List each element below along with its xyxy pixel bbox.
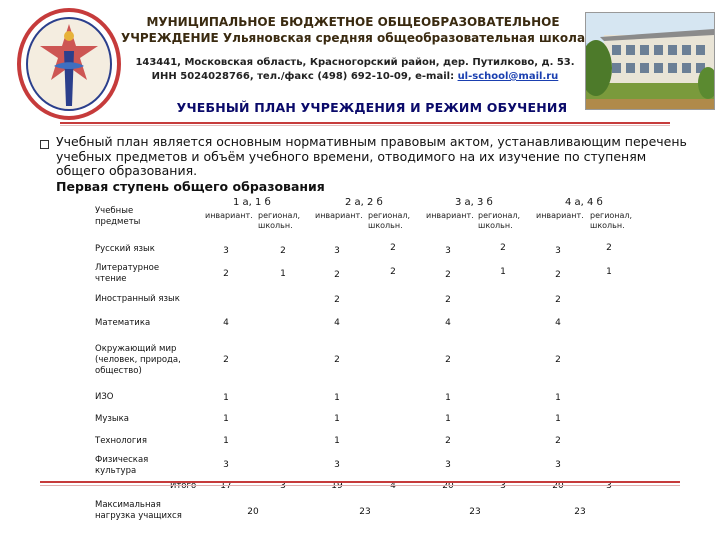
cell: 2 <box>445 270 451 280</box>
cell: 1 <box>500 267 506 277</box>
cell: 1 <box>280 269 286 279</box>
subject-foreign-language: Иностранный язык <box>95 294 180 304</box>
org-line-1: МУНИЦИПАЛЬНОЕ БЮДЖЕТНОЕ ОБЩЕОБРАЗОВАТЕЛЬНОЕ <box>146 15 560 29</box>
subject-technology: Технология <box>95 436 147 446</box>
total-cell: 19 <box>331 481 343 491</box>
school-logo <box>14 6 124 122</box>
total-cell: 3 <box>500 481 506 491</box>
cell: 1 <box>445 414 451 424</box>
cell: 2 <box>223 269 229 279</box>
divider-line <box>60 122 670 124</box>
cell: 2 <box>390 243 396 253</box>
grade-header-2: 2 а, 2 б <box>345 197 383 208</box>
footer-divider-line-shadow <box>40 485 680 486</box>
cell: 3 <box>334 246 340 256</box>
subheader-regional: регионал, школьн. <box>478 211 521 230</box>
stage-title: Первая ступень общего образования <box>56 179 325 194</box>
plan-title: УЧЕБНЫЙ ПЛАН УЧРЕЖДЕНИЯ И РЕЖИМ ОБУЧЕНИЯ <box>176 100 568 115</box>
contacts-line <box>130 70 580 84</box>
subject-literature: Литературное чтение <box>95 263 160 284</box>
subheader-regional: регионал, школьн. <box>590 211 633 230</box>
cell: 4 <box>223 318 229 328</box>
intro-paragraph: Учебный план является основным нормативным правовым актом, устанавливающим перечень учебных предметов и объём учебного времени, отводимого на их изучение по ступеням общего образования. <box>56 134 687 178</box>
max-load-cell: 23 <box>574 507 586 517</box>
max-load-label: Максимальная нагрузка учащихся <box>95 500 182 521</box>
subject-russian: Русский язык <box>95 244 155 254</box>
subheader-invariant: инвариант. <box>536 211 584 220</box>
max-load-cell: 23 <box>359 507 371 517</box>
address-line: 143441, Московская область, Красногорский район, дер. Путилково, д. 53. <box>135 57 575 68</box>
subject-music: Музыка <box>95 414 129 424</box>
cell: 1 <box>334 436 340 446</box>
subjects-header: Учебные предметы <box>95 206 141 227</box>
max-load-cell: 20 <box>247 507 259 517</box>
divider-line-shadow <box>60 125 670 126</box>
cell: 2 <box>555 436 561 446</box>
subject-world-around: Окружающий мир (человек, природа, общество) <box>95 344 181 376</box>
cell: 3 <box>223 460 229 470</box>
subject-math: Математика <box>95 318 151 328</box>
grade-header-1: 1 а, 1 б <box>233 197 271 208</box>
cell: 4 <box>445 318 451 328</box>
total-cell: 20 <box>552 481 564 491</box>
cell: 3 <box>334 460 340 470</box>
cell: 3 <box>555 246 561 256</box>
organization-name <box>118 14 588 46</box>
total-label: Итого <box>170 481 197 491</box>
cell: 4 <box>334 318 340 328</box>
cell: 1 <box>606 267 612 277</box>
cell: 1 <box>223 414 229 424</box>
total-cell: 3 <box>606 481 612 491</box>
cell: 3 <box>445 246 451 256</box>
cell: 1 <box>445 393 451 403</box>
cell: 2 <box>500 243 506 253</box>
cell: 2 <box>555 355 561 365</box>
cell: 2 <box>334 355 340 365</box>
subject-pe: Физическая культура <box>95 455 149 476</box>
total-cell: 3 <box>280 481 286 491</box>
cell: 3 <box>445 460 451 470</box>
cell: 2 <box>445 295 451 305</box>
cell: 3 <box>555 460 561 470</box>
total-cell: 20 <box>442 481 454 491</box>
subheader-invariant: инвариант. <box>426 211 474 220</box>
cell: 2 <box>280 246 286 256</box>
email-link[interactable]: ul-school@mail.ru <box>457 71 559 82</box>
org-line-2: УЧРЕЖДЕНИЕ Ульяновская средняя общеобразовательная школа <box>120 31 586 45</box>
subheader-regional: регионал, школьн. <box>368 211 411 230</box>
cell: 1 <box>223 393 229 403</box>
header <box>0 0 720 130</box>
total-cell: 4 <box>390 481 396 491</box>
subject-art: ИЗО <box>95 392 114 402</box>
cell: 2 <box>555 270 561 280</box>
contacts-prefix: ИНН 5024028766, тел./факс (498) 692-10-09, e-mail: <box>151 71 458 82</box>
cell: 1 <box>334 393 340 403</box>
cell: 2 <box>334 270 340 280</box>
address-block <box>130 56 580 84</box>
cell: 1 <box>334 414 340 424</box>
total-cell: 17 <box>220 481 232 491</box>
cell: 1 <box>555 393 561 403</box>
cell: 2 <box>606 243 612 253</box>
cell: 1 <box>555 414 561 424</box>
max-load-cell: 23 <box>469 507 481 517</box>
subheader-regional: регионал, школьн. <box>258 211 301 230</box>
subheader-invariant: инвариант. <box>315 211 363 220</box>
cell: 2 <box>223 355 229 365</box>
grade-header-3: 3 а, 3 б <box>455 197 493 208</box>
cell: 2 <box>555 295 561 305</box>
cell: 4 <box>555 318 561 328</box>
cell: 2 <box>390 267 396 277</box>
bullet-square-icon <box>40 140 49 149</box>
grade-header-4: 4 а, 4 б <box>565 197 603 208</box>
cell: 3 <box>223 246 229 256</box>
cell: 2 <box>445 436 451 446</box>
school-building-photo <box>585 12 715 110</box>
cell: 2 <box>334 295 340 305</box>
cell: 2 <box>445 355 451 365</box>
cell: 1 <box>223 436 229 446</box>
footer-divider-line <box>40 481 680 483</box>
subheader-invariant: инвариант. <box>205 211 253 220</box>
